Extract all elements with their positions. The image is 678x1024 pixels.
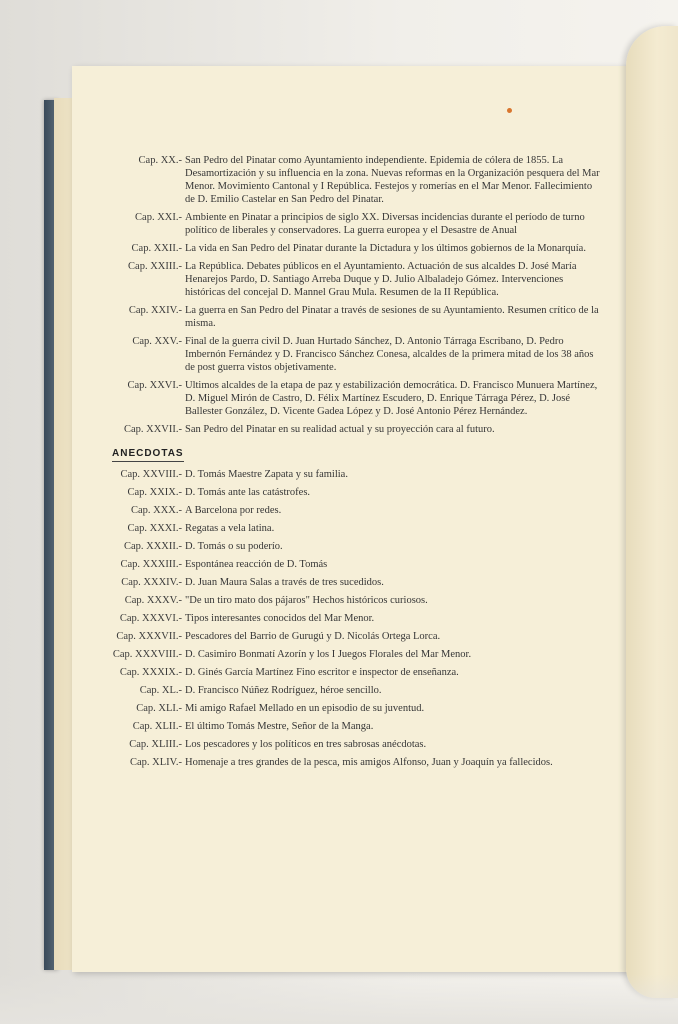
chapter-number: Cap. XX.- [138, 155, 182, 166]
chapter-number: Cap. XXXI.- [127, 523, 182, 534]
chapter-number: Cap. XXV.- [132, 336, 182, 347]
table-of-contents [110, 154, 600, 774]
chapter-title: La vida en San Pedro del Pinatar durante la Dictadura y los últimos gobiernos de la Monarquía. [185, 243, 586, 254]
chapter-title: Mi amigo Rafael Mellado en un episodio de su juventud. [185, 703, 425, 714]
chapter-title: D. Francisco Núñez Rodríguez, héroe sencillo. [185, 685, 382, 696]
chapter-title: Pescadores del Barrio de Gurugú y D. Nicolás Ortega Lorca. [185, 631, 441, 642]
chapter-title: Ambiente en Pinatar a principios de siglo XX. Diversas incidencias durante el período de turno político de liberales y conservadores. La guerra europea y el Desastre de Anual [185, 212, 585, 236]
bottom-shadow [0, 974, 678, 1024]
chapter-title: Homenaje a tres grandes de la pesca, mis amigos Alfonso, Juan y Joaquín ya fallecidos. [185, 757, 553, 768]
chapter-title: D. Tomás ante las catástrofes. [185, 487, 311, 498]
chapter-number: Cap. XL.- [139, 685, 182, 696]
toc-entry [110, 154, 600, 206]
ink-dot [507, 108, 512, 113]
toc-entry [110, 558, 600, 571]
chapter-number: Cap. XLIII.- [129, 739, 182, 750]
chapter-title: Regatas a vela latina. [185, 523, 275, 534]
toc-entry [110, 468, 600, 481]
chapter-number: Cap. XXXII.- [123, 541, 182, 552]
chapter-title: D. Juan Maura Salas a través de tres sucedidos. [185, 577, 384, 588]
toc-entry [110, 702, 600, 715]
chapter-title: Los pescadores y los políticos en tres sabrosas anécdotas. [185, 739, 427, 750]
toc-entry [110, 423, 600, 436]
chapter-title: A Barcelona por redes. [185, 505, 282, 516]
chapter-title: "De un tiro mato dos pájaros" Hechos históricos curiosos. [185, 595, 428, 606]
toc-entry [110, 522, 600, 535]
chapter-number: Cap. XXIV.- [128, 305, 182, 316]
toc-entry [110, 379, 600, 418]
chapter-title: D. Tomás Maestre Zapata y su familia. [185, 469, 348, 480]
chapter-title: Ultimos alcaldes de la etapa de paz y estabilización democrática. D. Francisco Munuera Martínez, D. Miguel Mirón de Castro, D. Félix Martínez Escudero, D. Enrique Tárraga Pérez, D. José Ballester González, D. Vicente Gadea López y D. José Antonio Pérez Hernández. [185, 380, 598, 417]
chapter-number: Cap. XXXIV.- [121, 577, 182, 588]
toc-entry [110, 211, 600, 237]
toc-entry [110, 648, 600, 661]
chapter-title: El último Tomás Mestre, Señor de la Manga. [185, 721, 374, 732]
chapter-number: Cap. XXXIII.- [120, 559, 182, 570]
curled-page-edge [626, 26, 678, 998]
chapter-number: Cap. XXVIII.- [120, 469, 182, 480]
toc-entry [110, 576, 600, 589]
chapter-title: Final de la guerra civil D. Juan Hurtado Sánchez, D. Antonio Tárraga Escribano, D. Pedro Imbernón Fernández y D. Francisco Sánchez Conesa, alcaldes de la primera mitad de los 38 años de post guerra vistos objetivamente. [185, 336, 594, 373]
chapter-title: La guerra en San Pedro del Pinatar a través de sesiones de su Ayuntamiento. Resumen crítico de la misma. [185, 305, 599, 329]
toc-entry [110, 335, 600, 374]
toc-entry [110, 756, 600, 769]
chapter-title: San Pedro del Pinatar en su realidad actual y su proyección cara al futuro. [185, 424, 495, 435]
chapter-title: Tipos interesantes conocidos del Mar Menor. [185, 613, 375, 624]
chapter-number: Cap. XXXVIII.- [112, 649, 182, 660]
chapter-number: Cap. XLI.- [136, 703, 182, 714]
toc-entry [110, 630, 600, 643]
toc-entry [110, 486, 600, 499]
section-heading-anecdotas: ANECDOTAS [112, 447, 184, 462]
toc-entry [110, 720, 600, 733]
chapter-title: Espontánea reacción de D. Tomás [185, 559, 328, 570]
chapter-number: Cap. XXVII.- [123, 424, 182, 435]
chapter-title: La República. Debates públicos en el Ayuntamiento. Actuación de sus alcaldes D. José María Henarejos Pardo, D. Santiago Arreba Duque y D. Julio Albaladejo Gómez. Intervenciones históricas del concejal D. Mannel Grau Mula. Resumen de la II República. [185, 261, 577, 298]
chapter-number: Cap. XXXVII.- [116, 631, 182, 642]
chapter-number: Cap. XXIX.- [127, 487, 182, 498]
chapter-number: Cap. XXXV.- [124, 595, 182, 606]
chapter-number: Cap. XXIII.- [128, 261, 182, 272]
chapter-number: Cap. XLII.- [132, 721, 182, 732]
chapter-number: Cap. XXII.- [131, 243, 182, 254]
chapter-title: San Pedro del Pinatar como Ayuntamiento independiente. Epidemia de cólera de 1855. La Desamortización y su influencia en la zona. Nuevas reformas en la Organización pesquera del Mar Menor. Movimiento Cantonal y I República. Festejos y romerías en el Mar Menor. Fallecimiento de D. Emilio Castelar en San Pedro del Pinatar. [185, 155, 600, 205]
chapter-number: Cap. XXVI.- [127, 380, 182, 391]
toc-entry [110, 612, 600, 625]
toc-entry [110, 260, 600, 299]
toc-entry [110, 242, 600, 255]
chapter-title: D. Casimiro Bonmatí Azorín y los I Juegos Florales del Mar Menor. [185, 649, 472, 660]
toc-entry [110, 594, 600, 607]
chapter-title: D. Tomás o su poderío. [185, 541, 283, 552]
toc-entry [110, 304, 600, 330]
toc-entry [110, 684, 600, 697]
chapter-number: Cap. XXI.- [135, 212, 182, 223]
chapter-number: Cap. XXX.- [130, 505, 182, 516]
toc-entry [110, 666, 600, 679]
chapter-number: Cap. XLIV.- [129, 757, 182, 768]
toc-entry [110, 540, 600, 553]
toc-entry [110, 504, 600, 517]
toc-entry [110, 738, 600, 751]
chapter-number: Cap. XXXVI.- [119, 613, 182, 624]
chapter-number: Cap. XXXIX.- [119, 667, 182, 678]
chapter-title: D. Ginés García Martínez Fino escritor e inspector de enseñanza. [185, 667, 459, 678]
